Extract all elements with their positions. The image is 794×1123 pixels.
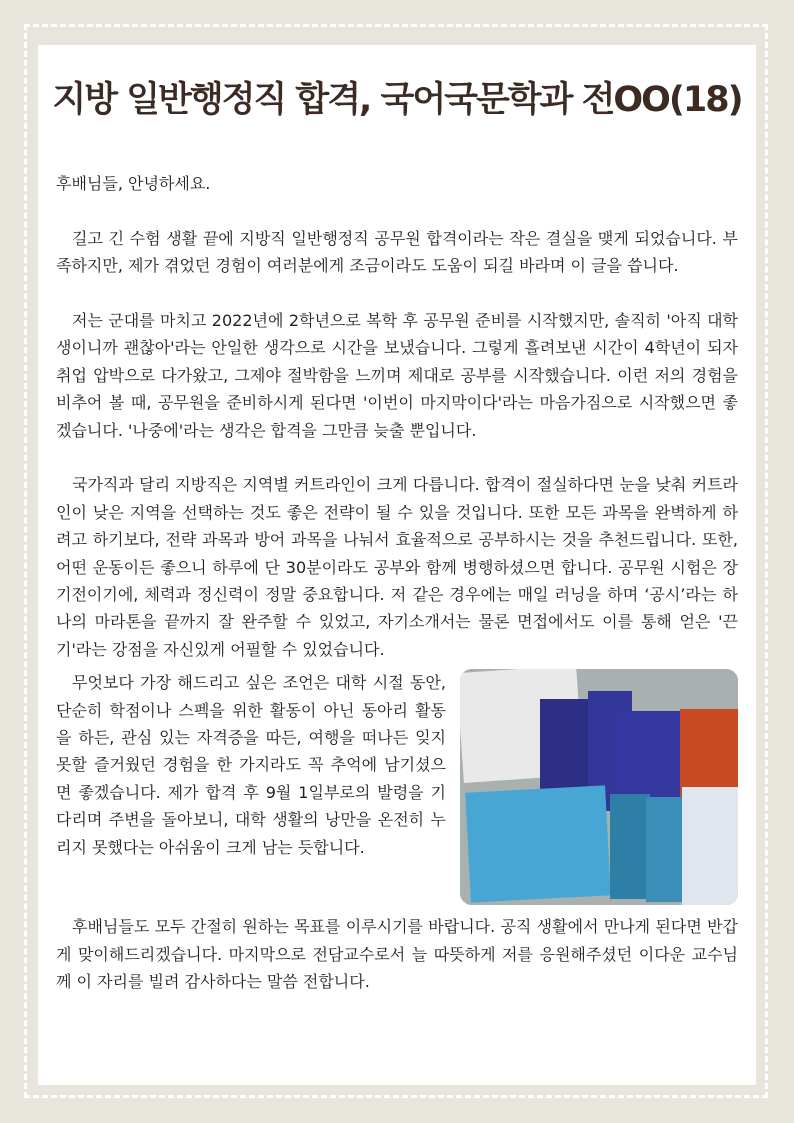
letter-body — [56, 170, 738, 1023]
paragraph-4: 무엇보다 가장 해드리고 싶은 조언은 대학 시절 동안, 단순히 학점이나 스펙을 위한 활동이 아닌 동아리 활동을 하든, 관심 있는 자격증을 따든, 여행을 떠나든 잊지 못할 즐거웠던 경험을 한 가지라도 꼭 추억에 남기셨으면 좋겠습니다. 제가 합격 후 9월 1일부로의 발령을 기다리며 주변을 돌아보니, 대학 생활의 낭만을 온전히 누리지 못했다는 아쉬움이 크게 남는 듯합니다. — [56, 673, 446, 857]
page-title: 지방 일반행정직 합격, 국어국문학과 전OO(18) — [52, 80, 742, 120]
paragraph-5: 후배님들도 모두 간절히 원하는 목표를 이루시기를 바랍니다. 공직 생활에서 만나게 된다면 반갑게 맞이해드리겠습니다. 마지막으로 전담교수로서 늘 따뜻하게 저를 응원해주셨던 이다운 교수님께 이 자리를 빌려 감사하다는 말씀 전합니다. — [56, 917, 738, 992]
paragraph-2: 저는 군대를 마치고 2022년에 2학년으로 복학 후 공무원 준비를 시작했지만, 솔직히 '아직 대학생이니까 괜찮아'라는 안일한 생각으로 시간을 보냈습니다. 그렇게 흘려보낸 시간이 4학년이 되자 취업 압박으로 다가왔고, 그제야 절박함을 느끼며 제대로 공부를 시작했습니다. 이런 저의 경험을 비추어 볼 때, 공무원을 준비하시게 된다면 '이번이 마지막이다'라는 마음가짐으로 시작했으면 좋겠습니다. '나중에'라는 생각은 합격을 그만큼 늦출 뿐입니다. — [56, 311, 738, 440]
paragraph-3: 국가직과 달리 지방직은 지역별 커트라인이 크게 다릅니다. 합격이 절실하다면 눈을 낮춰 커트라인이 낮은 지역을 선택하는 것도 좋은 전략이 될 수 있을 것입니다. 또한 모든 과목을 완벽하게 하려고 하기보다, 전략 과목과 방어 과목을 나눠서 효율적으로 공부하시는 것을 추천드립니다. 또한, 어떤 운동이든 좋으니 하루에 단 30분이라도 공부와 함께 병행하셨으면 합니다. 공무원 시험은 장기전이기에, 체력과 정신력이 정말 중요합니다. 저 같은 경우에는 매일 러닝을 하며 ‘공시’라는 하나의 마라톤을 끝까지 잘 완주할 수 있었고, 자기소개서는 물론 면접에서도 이를 통해 얻은 '끈기'라는 강점을 자신있게 어필할 수 있었습니다. — [56, 475, 738, 659]
study-books-photo — [460, 669, 738, 905]
paragraph-1: 길고 긴 수험 생활 끝에 지방직 일반행정직 공무원 합격이라는 작은 결실을 맺게 되었습니다. 부족하지만, 제가 겪었던 경험이 여러분에게 조금이라도 도움이 되길 바라며 이 글을 씁니다. — [56, 228, 738, 276]
greeting: 후배님들, 안녕하세요. — [56, 174, 211, 193]
